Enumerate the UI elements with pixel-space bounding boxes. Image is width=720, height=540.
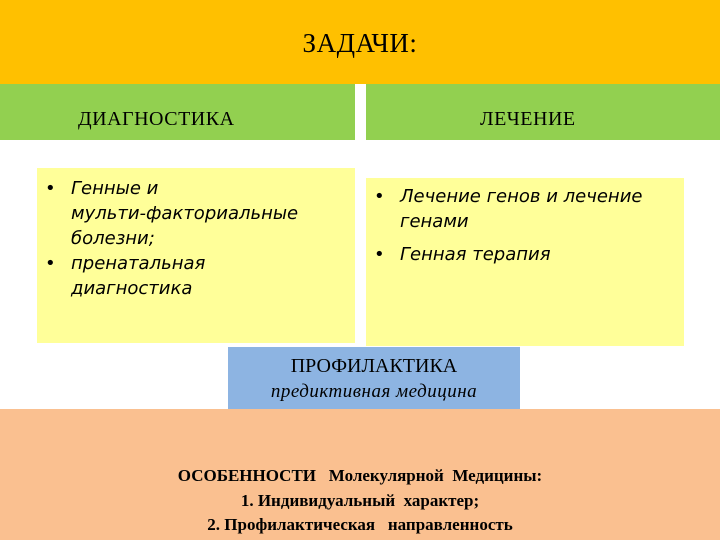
prophylaxis-subtitle: предиктивная медицина [270, 381, 478, 402]
list-item-line: мульти-факториальные [71, 203, 299, 224]
prophylaxis-box [228, 347, 520, 409]
treatment-title: ЛЕЧЕНИЕ [480, 108, 576, 130]
diagnostics-title: ДИАГНОСТИКА [78, 108, 235, 130]
list-item-line: болезни; [71, 228, 155, 249]
bullet-icon: • [374, 186, 385, 207]
diagnostics-list [37, 176, 355, 301]
bullet-icon: • [45, 178, 56, 199]
feature-item: 2. Профилактическая направленность [207, 515, 513, 534]
list-item [37, 251, 355, 301]
list-item-line: генами [400, 211, 469, 232]
page-title: ЗАДАЧИ: [302, 28, 418, 58]
bullet-icon: • [45, 253, 56, 274]
list-item-line: диагностика [71, 278, 193, 299]
list-item-line: пренатальная [71, 253, 206, 274]
diagnostics-content-box [37, 168, 355, 343]
list-item [37, 176, 355, 251]
list-item [366, 184, 684, 234]
list-item-line: Лечение генов и лечение [400, 186, 643, 207]
prophylaxis-title: ПРОФИЛАКТИКА [290, 355, 458, 377]
features-heading: ОСОБЕННОСТИ Молекулярной Медицины: [177, 466, 543, 485]
features-panel [0, 409, 720, 540]
bullet-icon: • [374, 244, 385, 265]
list-item [366, 242, 684, 267]
list-item-line: Генные и [71, 178, 159, 199]
treatment-list [366, 184, 684, 267]
feature-item: 1. Индивидуальный характер; [240, 491, 480, 510]
list-item-line: Генная терапия [400, 244, 551, 265]
treatment-content-box [366, 178, 684, 346]
